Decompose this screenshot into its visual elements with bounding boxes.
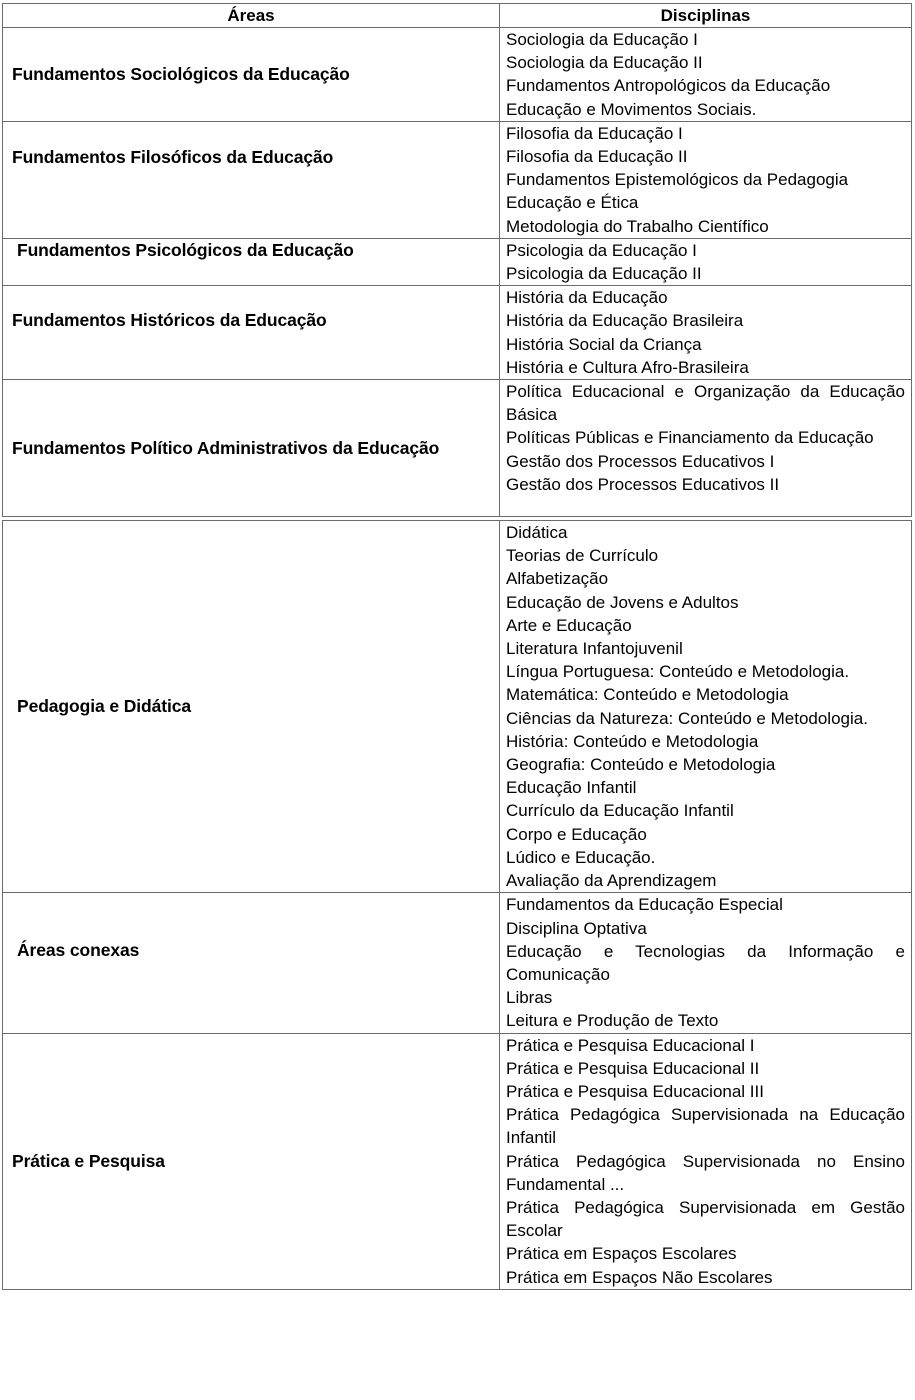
disciplinas-cell bbox=[500, 28, 912, 122]
disciplina-item: Filosofia da Educação I bbox=[506, 123, 683, 143]
disciplina-item: Didática bbox=[506, 523, 568, 543]
curriculum-table-container bbox=[2, 3, 911, 1290]
disciplinas-list bbox=[506, 1034, 905, 1289]
disciplina-item: Prática e Pesquisa Educacional II bbox=[506, 1058, 760, 1078]
disciplina-item: Geografia: Conteúdo e Metodologia bbox=[506, 755, 776, 775]
table-body bbox=[3, 28, 912, 1290]
disciplina-item: Literatura Infantojuvenil bbox=[506, 639, 683, 659]
disciplina-item: Educação Infantil bbox=[506, 778, 637, 798]
disciplinas-cell bbox=[500, 521, 912, 893]
area-label: Fundamentos Psicológicos da Educação bbox=[17, 239, 354, 260]
area-cell bbox=[3, 28, 500, 122]
table-header-row bbox=[3, 4, 912, 28]
disciplinas-cell bbox=[500, 121, 912, 238]
disciplinas-list bbox=[506, 286, 905, 379]
disciplina-item: Prática e Pesquisa Educacional III bbox=[506, 1081, 764, 1101]
disciplina-item: Prática em Espaços Não Escolares bbox=[506, 1267, 773, 1287]
disciplina-item: Psicologia da Educação I bbox=[506, 240, 697, 260]
disciplina-item: Filosofia da Educação II bbox=[506, 147, 688, 167]
area-cell bbox=[3, 521, 500, 893]
disciplina-item: Educação e Ética bbox=[506, 193, 639, 213]
disciplina-item: Libras bbox=[506, 988, 553, 1008]
disciplina-item: Currículo da Educação Infantil bbox=[506, 801, 734, 821]
disciplina-item: História e Cultura Afro-Brasileira bbox=[506, 357, 749, 377]
disciplina-item: Prática Pedagógica Supervisionada no Ensino Fundamental ... bbox=[506, 1151, 905, 1194]
disciplina-item: Educação e Tecnologias da Informação e Comunicação bbox=[506, 941, 905, 984]
disciplinas-cell bbox=[500, 286, 912, 380]
area-label: Fundamentos Filosóficos da Educação bbox=[12, 146, 334, 167]
disciplina-item: História Social da Criança bbox=[506, 334, 702, 354]
area-label: Fundamentos Históricos da Educação bbox=[12, 310, 327, 331]
disciplina-item: Prática e Pesquisa Educacional I bbox=[506, 1035, 755, 1055]
disciplinas-cell bbox=[500, 238, 912, 285]
disciplinas-cell bbox=[500, 1033, 912, 1289]
disciplina-item: Sociologia da Educação II bbox=[506, 53, 703, 73]
disciplinas-cell bbox=[500, 380, 912, 517]
disciplina-item: Prática em Espaços Escolares bbox=[506, 1244, 737, 1264]
table-row bbox=[3, 238, 912, 285]
disciplinas-list bbox=[506, 28, 905, 121]
disciplina-item: Educação de Jovens e Adultos bbox=[506, 592, 739, 612]
table-row bbox=[3, 521, 912, 893]
disciplina-item: História da Educação bbox=[506, 288, 668, 308]
disciplina-item: Fundamentos da Educação Especial bbox=[506, 895, 783, 915]
area-cell bbox=[3, 380, 500, 517]
disciplina-item: Gestão dos Processos Educativos I bbox=[506, 451, 775, 471]
disciplina-item: Fundamentos Epistemológicos da Pedagogia bbox=[506, 170, 849, 190]
disciplina-item: Avaliação da Aprendizagem bbox=[506, 871, 717, 891]
disciplina-item: Sociologia da Educação I bbox=[506, 30, 698, 49]
disciplina-item: Teorias de Currículo bbox=[506, 546, 659, 566]
disciplinas-list bbox=[506, 380, 905, 496]
disciplinas-list bbox=[506, 122, 905, 238]
disciplina-item: História da Educação Brasileira bbox=[506, 311, 744, 331]
disciplina-item: Gestão dos Processos Educativos II bbox=[506, 474, 780, 494]
disciplina-item: Arte e Educação bbox=[506, 615, 632, 635]
table-row bbox=[3, 28, 912, 122]
area-cell bbox=[3, 893, 500, 1033]
area-cell bbox=[3, 238, 500, 285]
area-label: Prática e Pesquisa bbox=[12, 1150, 165, 1171]
area-cell bbox=[3, 286, 500, 380]
area-label: Fundamentos Político Administrativos da Educação bbox=[12, 437, 440, 458]
table-row bbox=[3, 286, 912, 380]
disciplina-item: Ciências da Natureza: Conteúdo e Metodologia. bbox=[506, 708, 868, 728]
table-row bbox=[3, 380, 912, 517]
table-row bbox=[3, 893, 912, 1033]
area-cell bbox=[3, 1033, 500, 1289]
disciplina-item: Corpo e Educação bbox=[506, 824, 647, 844]
area-label: Pedagogia e Didática bbox=[17, 696, 192, 717]
disciplina-item: Fundamentos Antropológicos da Educação bbox=[506, 76, 831, 96]
disciplina-item: Leitura e Produção de Texto bbox=[506, 1011, 719, 1031]
disciplina-item: Língua Portuguesa: Conteúdo e Metodologia. bbox=[506, 662, 850, 682]
disciplina-item: Prática Pedagógica Supervisionada em Gestão Escolar bbox=[506, 1197, 905, 1241]
table-row bbox=[3, 1033, 912, 1289]
disciplina-item: Políticas Públicas e Financiamento da Educação bbox=[506, 428, 874, 448]
area-cell bbox=[3, 121, 500, 238]
area-label: Fundamentos Sociológicos da Educação bbox=[12, 63, 350, 84]
disciplina-item: Metodologia do Trabalho Científico bbox=[506, 216, 769, 236]
disciplina-item: Psicologia da Educação II bbox=[506, 264, 702, 284]
disciplina-item: Alfabetização bbox=[506, 569, 609, 589]
disciplinas-cell bbox=[500, 893, 912, 1033]
disciplina-item: Disciplina Optativa bbox=[506, 918, 647, 938]
header-disciplinas: Disciplinas bbox=[500, 4, 912, 28]
header-areas: Áreas bbox=[3, 4, 500, 28]
curriculum-table bbox=[2, 3, 912, 1290]
disciplinas-list bbox=[506, 239, 905, 285]
disciplinas-list bbox=[506, 521, 905, 892]
disciplina-item: Prática Pedagógica Supervisionada na Educação Infantil bbox=[506, 1105, 905, 1148]
disciplina-item: Matemática: Conteúdo e Metodologia bbox=[506, 685, 789, 705]
disciplina-item: Lúdico e Educação. bbox=[506, 847, 656, 867]
disciplina-item: Educação e Movimentos Sociais. bbox=[506, 99, 757, 119]
disciplina-item: Política Educacional e Organização da Educação Básica bbox=[506, 382, 905, 425]
disciplinas-list bbox=[506, 893, 905, 1032]
area-label: Áreas conexas bbox=[17, 940, 140, 961]
disciplina-item: História: Conteúdo e Metodologia bbox=[506, 731, 759, 751]
table-row bbox=[3, 121, 912, 238]
